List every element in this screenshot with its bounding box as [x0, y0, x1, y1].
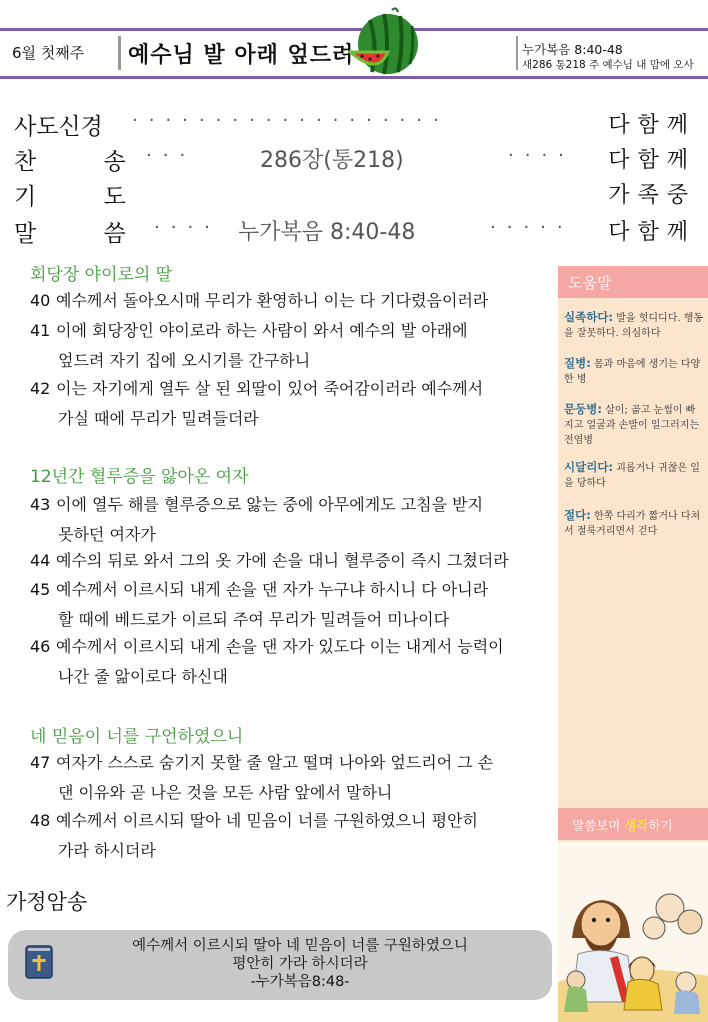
verse-text: 이에 회당장인 야이로라 하는 사람이 와서 예수의 발 아래에: [56, 321, 468, 340]
header-reference: 누가복음 8:40-48: [522, 42, 623, 57]
glossary-def: 한쪽 다리가 짧거나 다쳐서 절룩거리면서 걷다: [564, 511, 701, 537]
order-row-prayer: [14, 178, 704, 210]
memory-verse-title: 가정암송: [6, 890, 88, 914]
verse-text-cont: 엎드려 자기 집에 오시기를 간구하니: [58, 351, 311, 370]
verse-text-cont: 가라 하시더라: [58, 841, 156, 860]
verse-text: 예수께서 이르시되 딸아 네 믿음이 너를 구원하였으니 평안히: [56, 811, 479, 830]
verse: [30, 748, 554, 808]
order-middle: 누가복음 8:40-48: [238, 220, 416, 245]
verse-text-cont: 못하던 여자가: [58, 525, 156, 544]
verse-text: 여자가 스스로 숨기지 못할 줄 알고 떨며 나아와 엎드리어 그 손: [56, 753, 494, 772]
leader-dots: ···: [146, 145, 197, 166]
glossary-term: 질병:: [564, 356, 591, 370]
order-label: 말 씀: [14, 221, 156, 247]
order-who: 다함께: [608, 220, 696, 245]
verse: [30, 806, 554, 866]
verse: [30, 546, 554, 576]
glossary-entry: [564, 310, 704, 341]
title-divider: [118, 36, 121, 70]
memory-verse-line: 예수께서 이르시되 딸아 네 믿음이 너를 구원하였으니: [132, 938, 468, 954]
order-row-hymn: [14, 143, 704, 175]
verse: [30, 316, 554, 376]
verse-text: 예수께서 돌아오시매 무리가 환영하니 이는 다 기다렸음이러라: [56, 291, 489, 310]
glossary-def: 살이; 곪고 눈썹이 빠지고 얼굴과 손발이 일그러지는 전염병: [564, 405, 700, 446]
verse-text: 예수의 뒤로 와서 그의 옷 가에 손을 대니 혈루증이 즉시 그쳤더라: [56, 551, 509, 570]
order-who: 다함께: [608, 148, 696, 173]
verse-text-cont: 댄 이유와 곧 나은 것을 모든 사람 앞에서 말하니: [58, 783, 393, 802]
verse: [30, 374, 554, 434]
glossary-entry: [564, 356, 704, 387]
leader-dots: ····: [154, 217, 221, 238]
page-title: 예수님 발 아래 엎드려: [128, 43, 355, 68]
verse-number: 41: [30, 321, 51, 340]
glossary-term: 실족하다:: [564, 310, 614, 324]
glossary-entry: [564, 508, 704, 539]
verse: [30, 490, 554, 550]
header-bottom-rule: [0, 76, 708, 79]
verse-text: 이에 열두 해를 혈루증으로 앓는 중에 아무에게도 고침을 받지: [56, 495, 484, 514]
jesus-crowd-illustration: [558, 842, 708, 1022]
verse-text-cont: 나간 줄 앎이로다 하신대: [58, 667, 228, 686]
order-middle: 286장(통218): [260, 148, 404, 173]
verse: [30, 575, 554, 635]
reflection-heading: [558, 808, 708, 840]
section-heading: 회당장 야이로의 딸: [30, 265, 173, 285]
order-row-word: [14, 215, 704, 247]
glossary-def: 몸과 마음에 생기는 다양한 병: [564, 359, 701, 385]
reflection-heading-post: 하기: [648, 818, 673, 833]
verse-number: 48: [30, 811, 51, 830]
verse-text: 예수께서 이르시되 내게 손을 댄 자가 있도다 이는 내게서 능력이: [56, 637, 504, 656]
verse-number: 42: [30, 379, 51, 398]
verse-number: 44: [30, 551, 51, 570]
glossary-entry: [564, 460, 704, 491]
leader-dots: ·····: [490, 217, 574, 238]
section-heading: 12년간 혈루증을 앓아온 여자: [30, 467, 249, 487]
leader-dots: ····: [508, 145, 575, 166]
section-heading: 네 믿음이 너를 구언하였으니: [30, 727, 244, 747]
reference-divider: [516, 36, 518, 70]
order-label: 기 도: [14, 184, 156, 210]
header-hymn: 새286 통218 주 예수님 내 맘에 오사: [522, 59, 694, 71]
verse-text: 예수께서 이르시되 내게 손을 댄 자가 누구냐 하시니 다 아니라: [56, 580, 489, 599]
verse-text: 이는 자기에게 열두 살 된 외딸이 있어 죽어감이러라 예수께서: [56, 379, 484, 398]
glossary-term: 시달리다:: [564, 460, 614, 474]
order-row-creed: [14, 108, 704, 140]
memory-verse-reference: -누가복음8:48-: [250, 974, 350, 990]
verse-number: 47: [30, 753, 51, 772]
glossary-entry: [564, 402, 704, 448]
leader-dots: ···················: [132, 110, 450, 131]
verse-number: 40: [30, 291, 51, 310]
reflection-heading-highlight: 생각: [624, 818, 649, 833]
glossary-term: 문둥병:: [564, 402, 602, 416]
verse-number: 45: [30, 580, 51, 599]
verse-text-cont: 할 때에 베드로가 이르되 주여 무리가 밀려들어 미나이다: [58, 610, 450, 629]
verse: [30, 286, 554, 316]
glossary-term: 절다:: [564, 508, 591, 522]
sidebar-heading: 도움말: [558, 266, 708, 298]
verse-number: 46: [30, 637, 51, 656]
order-who: 가족중: [608, 183, 696, 208]
memory-verse-line: 평안히 가라 하시더라: [232, 956, 368, 972]
glossary-def: 발을 헛디디다. 행동을 잘못하다. 의심하다: [564, 313, 704, 339]
memory-verse-text: [60, 937, 540, 991]
bible-icon: [24, 944, 54, 980]
week-label: 6월 첫째주: [12, 44, 85, 62]
order-label: 사도신경: [14, 114, 103, 140]
order-who: 다함께: [608, 113, 696, 138]
verse: [30, 632, 554, 692]
watermelon-icon: [348, 6, 426, 78]
verse-text-cont: 가실 때에 무리가 밀려들더라: [58, 409, 259, 428]
order-label: 찬 송: [14, 149, 156, 175]
reflection-heading-pre: 말씀보며: [572, 818, 625, 833]
verse-number: 43: [30, 495, 51, 514]
glossary-def: 괴롭거나 귀찮은 일을 당하다: [564, 463, 700, 489]
